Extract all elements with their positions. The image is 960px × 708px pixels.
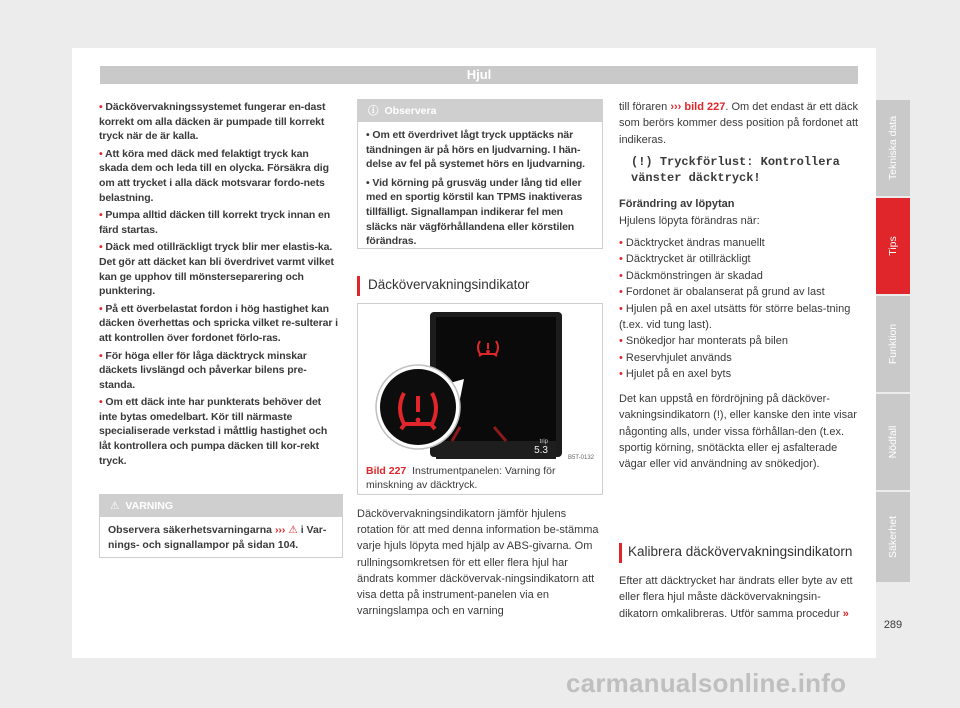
list-item: • Hjulen på en axel utsätts för större belas-tning (t.ex. vid tung last). bbox=[619, 302, 851, 332]
bullet-item: • Om ett överdrivet lågt tryck upptäcks när tändningen är på hörs en ljudvarning. I hän-delse av fel på systemet hörs en ljudvarning. bbox=[366, 129, 585, 171]
page-header: Hjul bbox=[100, 66, 858, 84]
tab-sakerhet[interactable]: Säkerhet bbox=[876, 492, 910, 582]
list-item: • Däckmönstringen är skadad bbox=[619, 269, 763, 282]
warning-box bbox=[99, 494, 343, 558]
reference-arrows[interactable]: ››› bbox=[274, 524, 286, 536]
list-item: • Däcktrycket är otillräckligt bbox=[619, 253, 751, 266]
bullet-item: • Att köra med däck med felaktigt tryck kan skada dem och leda till en olycka. Försäkra dig om att trycket i alla däck motsvarar fordo-nets belastning. bbox=[99, 147, 329, 204]
tab-funktion[interactable]: Funktion bbox=[876, 296, 910, 392]
intro-text: till föraren ››› bild 227. Om det endast är ett däck som berörs kommer dess position på fordonet att indikeras. bbox=[619, 101, 859, 146]
sub-intro: Hjulens löpyta förändras när: bbox=[619, 214, 760, 227]
body-paragraph: Däckövervakningsindikatorn jämför hjulens rotation för att med denna information be-stämma varje hjuls löpyta med hjälp av ABS-givarna. Om rullningsomkretsen för ett eller flera hjul har ändrats kommer däckövervak-ningsindikatorn att visa detta på instrument-panelen via en varningslampa och en varning bbox=[357, 508, 599, 618]
list-item: • Reservhjulet används bbox=[619, 351, 732, 364]
figure-code: B5T-0132 bbox=[567, 455, 594, 459]
figure-caption: Bild 227 Instrumentpanelen: Varning för minskning av däcktryck. bbox=[366, 465, 556, 491]
section-title: Däckövervakningsindikator bbox=[368, 277, 530, 292]
bullet-item: • Däckövervakningssystemet fungerar en-dast korrekt om alla däcken är pumpade till korrekt tryck när de är kalla. bbox=[99, 101, 326, 143]
warning-message: (!) Tryckförlust: Kontrollera vänster däcktryck! bbox=[631, 155, 840, 186]
warning-triangle-icon: ⚠ bbox=[110, 500, 120, 512]
note-header: ⓘ Observera bbox=[358, 100, 602, 122]
info-icon: ⓘ bbox=[368, 105, 379, 117]
col1 bbox=[99, 100, 339, 471]
instrument-panel-image bbox=[364, 309, 596, 459]
warning-small-icon: ⚠ bbox=[288, 524, 298, 536]
list-item: • Hjulet på en axel byts bbox=[619, 368, 732, 381]
col3 bbox=[619, 99, 859, 473]
list-item: • Däcktrycket ändras manuellt bbox=[619, 237, 765, 250]
trip-value: 5.3 bbox=[534, 445, 548, 456]
section-marker bbox=[619, 543, 622, 563]
calibrate-paragraph: Efter att däcktrycket har ändrats eller byte av ett eller flera hjul måste däckövervakningsin-dikatorn omkalibreras. Utför samma procedur » bbox=[619, 575, 853, 620]
bullet-item: • Däck med otillräckligt tryck blir mer elastis-ka. Det gör att däcket kan bli överdrivet varmt vilket kan ge upphov till mönsterseparering och punktering. bbox=[99, 241, 334, 298]
tpms-inline-icon: (!) bbox=[713, 409, 724, 422]
warning-header: ⚠ VARNING bbox=[100, 495, 342, 517]
continue-arrow[interactable]: » bbox=[842, 607, 849, 620]
list-item: • Snökedjor har monterats på bilen bbox=[619, 335, 788, 348]
tab-nodfall[interactable]: Nödfall bbox=[876, 394, 910, 490]
tab-tips[interactable]: Tips bbox=[876, 198, 910, 294]
section-title-calibrate: Kalibrera däckövervakningsindikatorn bbox=[628, 544, 853, 559]
tab-tekniska-data[interactable]: Tekniska data bbox=[876, 100, 910, 196]
bullet-item: • På ett överbelastat fordon i hög hastighet kan däcken överhettas och spricka vilket re-sulterar i att kontrollen över fordonet förlo-ras. bbox=[99, 302, 338, 344]
warning-text: Observera säkerhetsvarningarna ››› ⚠ i Var-nings- och signallampor på sidan 104. bbox=[108, 524, 327, 551]
bullet-item: • För höga eller för låga däcktryck minskar däckets livslängd och påverkar bilens pre-standa. bbox=[99, 349, 307, 391]
note-box bbox=[357, 99, 603, 249]
list-item: • Fordonet är obalanserat på grund av last bbox=[619, 286, 825, 299]
bullet-item: • Pumpa alltid däcken till korrekt tryck innan en färd startas. bbox=[99, 209, 331, 236]
change-list bbox=[619, 235, 859, 383]
bullet-item: • Om ett däck inte har punkterats behöver det inte bytas omedelbart. Kör till närmaste specialiserade verkstad i måttlig hastighet och låt kontrollera och pumpa däcken till kor-rekt tryck. bbox=[99, 396, 328, 467]
tpms-icon: (!) bbox=[631, 155, 653, 170]
bullet-item: • Vid körning på grusväg under lång tid eller med en sportig körstil kan TPMS inaktiveras tillfälligt. Signallampan indikerar fel men släcks när vägförhållandena eller körstilen förändras. bbox=[366, 176, 583, 248]
delay-paragraph: Det kan uppstå en fördröjning på däcköver-vakningsindikatorn (!), eller kanske den inte visar någonting alls, under vissa förhållan-den (t.ex. sportig körning, snötäckta eller ej asfalterade vägar eller vid användning av snökedjor). bbox=[619, 392, 857, 471]
note-body bbox=[358, 122, 602, 259]
figure-ref-link[interactable]: ››› bild 227 bbox=[670, 101, 726, 113]
sub-heading: Förändring av löpytan bbox=[619, 198, 735, 211]
trip-label: trip bbox=[539, 439, 548, 445]
page-number: 289 bbox=[883, 619, 903, 631]
watermark: carmanualsonline.info bbox=[566, 668, 847, 698]
section-marker bbox=[357, 276, 360, 296]
